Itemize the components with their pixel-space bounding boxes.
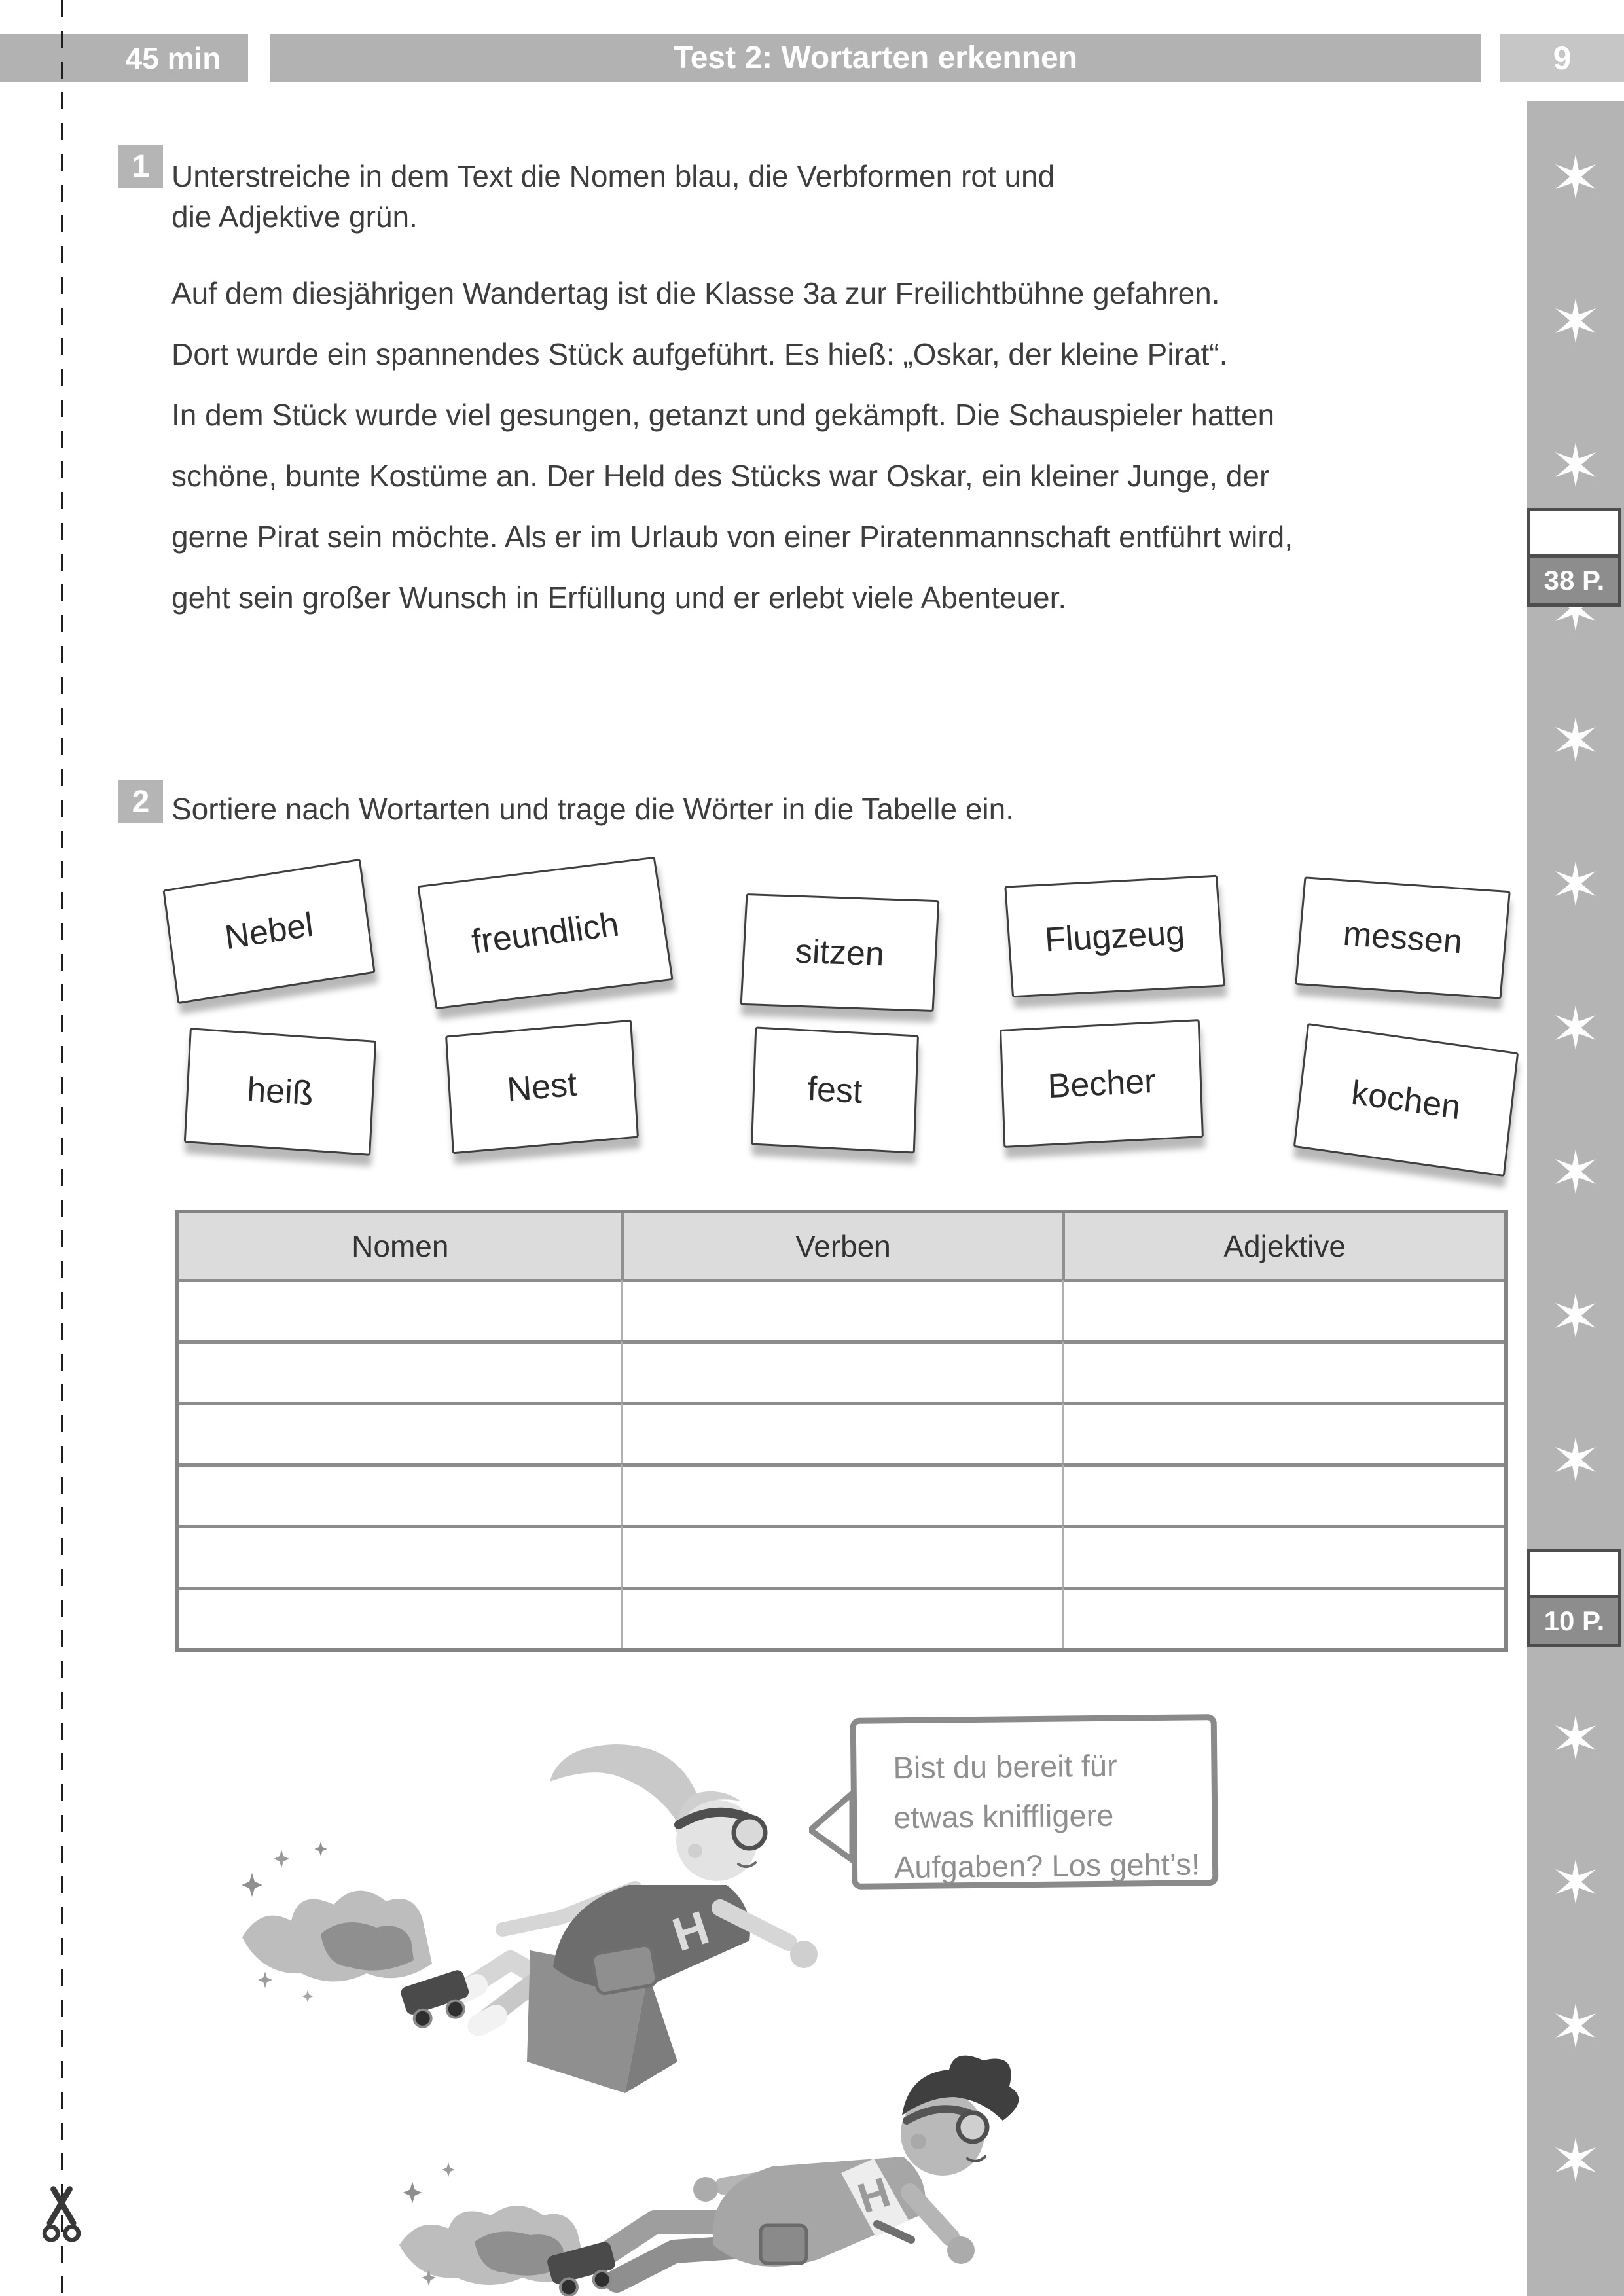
scissors-icon: [37, 2185, 86, 2244]
table-cell-empty: [621, 1402, 1063, 1463]
task2-instruction: Sortiere nach Wortarten und trage die Wörter in die Tabelle ein.: [171, 792, 1015, 826]
bubble-line: Bist du bereit für: [893, 1748, 1117, 1785]
story-line: Auf dem diesjährigen Wandertag ist die Klasse 3a zur Freilichtbühne gefahren.: [171, 276, 1220, 310]
word-card: Nebel: [162, 859, 375, 1004]
word-card: heiß: [184, 1028, 377, 1156]
score-entry-field: [1530, 1552, 1618, 1595]
sidebar-strip: [1527, 101, 1624, 2296]
word-card: Flugzeug: [1004, 875, 1225, 998]
speech-bubble: [850, 1714, 1219, 1890]
score-total-label: 38 P.: [1530, 554, 1618, 603]
table-cell-empty: [179, 1463, 621, 1525]
time-limit-box: 45 min: [0, 34, 248, 82]
bubble-line: etwas kniffligere: [893, 1797, 1114, 1835]
task1-instruction-line: Unterstreiche in dem Text die Nomen blau, die Verbformen rot und: [171, 159, 1055, 193]
story-text: [171, 263, 1435, 628]
table-cell-empty: [1062, 1587, 1504, 1648]
story-line: Dort wurde ein spannendes Stück aufgeführt. Es hieß: „Oskar, der kleine Pirat“.: [171, 337, 1228, 371]
story-line: geht sein großer Wunsch in Erfüllung und er erlebt viele Abenteuer.: [171, 581, 1067, 615]
word-card: sitzen: [740, 893, 940, 1012]
story-line: schöne, bunte Kostüme an. Der Held des Stücks war Oskar, ein kleiner Junge, der: [171, 459, 1270, 493]
table-cell-empty: [621, 1587, 1063, 1648]
cut-line: [61, 0, 63, 2296]
task1-number-badge: 1: [118, 145, 163, 188]
table-cell-empty: [179, 1402, 621, 1463]
table-header-verben: Verben: [621, 1213, 1063, 1279]
table-cell-empty: [1062, 1340, 1504, 1402]
word-card: Becher: [1000, 1019, 1204, 1148]
word-sorting-table: [175, 1210, 1508, 1652]
rocket-trail-girl: [242, 1842, 432, 2003]
svg-text:H: H: [852, 2168, 896, 2223]
word-card: fest: [751, 1026, 919, 1153]
bubble-line: Aufgaben? Los geht’s!: [893, 1846, 1200, 1885]
table-cell-empty: [1062, 1463, 1504, 1525]
story-line: gerne Pirat sein möchte. Als er im Urlaub von einer Piratenmannschaft entführt wird,: [171, 520, 1293, 554]
table-cell-empty: [1062, 1525, 1504, 1587]
page-number-box: 9: [1500, 34, 1624, 82]
table-cell-empty: [179, 1587, 621, 1648]
svg-text:H: H: [666, 1901, 715, 1962]
table-header-nomen: Nomen: [179, 1213, 621, 1279]
page-title: Test 2: Wortarten erkennen: [270, 34, 1481, 82]
story-line: In dem Stück wurde viel gesungen, getanzt und gekämpft. Die Schauspieler hatten: [171, 398, 1275, 432]
table-cell-empty: [621, 1463, 1063, 1525]
score-box-total: [1527, 508, 1621, 607]
table-cell-empty: [179, 1525, 621, 1587]
score-entry-field: [1530, 511, 1618, 554]
speech-bubble-tail: [809, 1791, 855, 1863]
flying-boy: [546, 2056, 1019, 2296]
table-header-adjektive: Adjektive: [1062, 1213, 1504, 1279]
table-cell-empty: [621, 1525, 1063, 1587]
table-cell-empty: [179, 1340, 621, 1402]
task2-number-badge: 2: [118, 780, 163, 823]
word-card: Nest: [445, 1020, 639, 1155]
table-cell-empty: [1062, 1402, 1504, 1463]
score-box-task: [1527, 1549, 1621, 1647]
task1-instruction: [171, 156, 1055, 237]
flying-girl: [399, 1744, 818, 2093]
table-cell-empty: [1062, 1279, 1504, 1340]
table-cell-empty: [179, 1279, 621, 1340]
word-card: kochen: [1293, 1023, 1519, 1177]
table-cell-empty: [621, 1279, 1063, 1340]
task1-instruction-line: die Adjektive grün.: [171, 200, 418, 234]
table-cell-empty: [621, 1340, 1063, 1402]
word-card: freundlich: [417, 857, 674, 1010]
word-card: messen: [1295, 876, 1511, 999]
score-task-label: 10 P.: [1530, 1595, 1618, 1644]
